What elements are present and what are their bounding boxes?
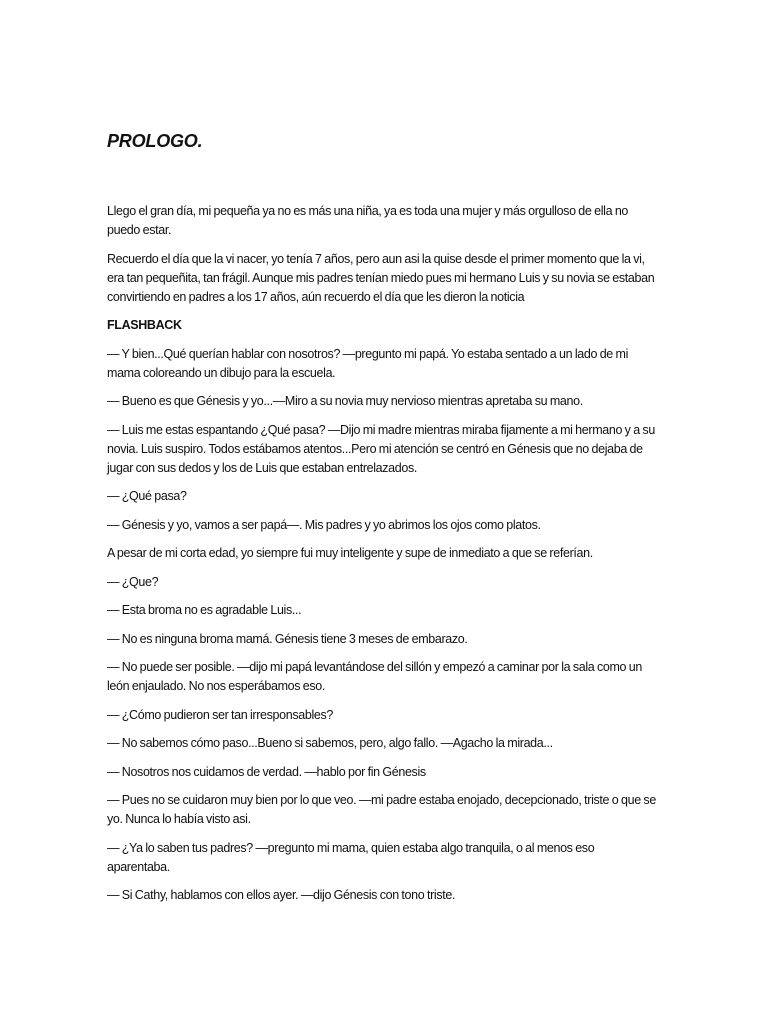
paragraph: A pesar de mi corta edad, yo siempre fui muy inteligente y supe de inmediato a que se referían. bbox=[107, 546, 593, 560]
paragraph: — Nosotros nos cuidamos de verdad. —hablo por fin Génesis bbox=[107, 764, 426, 779]
section-heading: FLASHBACK bbox=[107, 318, 182, 332]
paragraph: — Si Cathy, hablamos con ellos ayer. —dijo Génesis con tono triste. bbox=[107, 888, 456, 902]
paragraph: — ¿Qué pasa? bbox=[107, 489, 187, 503]
paragraph-list bbox=[107, 202, 659, 905]
document-body bbox=[107, 128, 659, 915]
paragraph: — No puede ser posible. —dijo mi papá levantándose del sillón y empezó a caminar por la sala como un león enjaulado. No nos esperábamos eso. bbox=[107, 660, 642, 693]
paragraph: — Pues no se cuidaron muy bien por lo que veo. —mi padre estaba enojado, decepcionado, triste o que se yo. Nunca lo había visto asi. bbox=[107, 793, 656, 826]
paragraph: — Luis me estas espantando ¿Qué pasa? —Dijo mi madre mientras miraba fijamente a mi hermano y a su novia. Luis suspiro. Todos estábamos atentos...Pero mi atención se centró en Génesis que no dejaba de jugar con sus dedos y los de Luis que estaban entrelazados. bbox=[107, 422, 655, 475]
paragraph: — Bueno es que Génesis y yo...—Miro a su novia muy nervioso mientras apretaba su mano. bbox=[107, 394, 583, 408]
paragraph: — ¿Cómo pudieron ser tan irresponsables? bbox=[107, 707, 333, 722]
paragraph: Recuerdo el día que la vi nacer, yo tenía 7 años, pero aun asi la quise desde el primer momento que la vi, era tan pequeñita, tan frágil. Aunque mis padres tenían miedo pues mi hermano Luis y su novia se estaban convirtiendo en padres a los 17 años, aún recuerdo el día que les dieron la noticia bbox=[107, 251, 655, 304]
paragraph: — ¿Que? bbox=[107, 574, 159, 589]
paragraph: — Esta broma no es agradable Luis... bbox=[107, 603, 302, 617]
paragraph: Llego el gran día, mi pequeña ya no es más una niña, ya es toda una mujer y más orgulloso de ella no puedo estar. bbox=[107, 204, 629, 237]
paragraph: — No sabemos cómo paso...Bueno si sabemos, pero, algo fallo. —Agacho la mirada... bbox=[107, 736, 553, 750]
paragraph: — Génesis y yo, vamos a ser papá—. Mis padres y yo abrimos los ojos como platos. bbox=[107, 517, 541, 532]
page-title: PROLOGO. bbox=[107, 131, 203, 151]
paragraph: — No es ninguna broma mamá. Génesis tiene 3 meses de embarazo. bbox=[107, 631, 468, 646]
paragraph: — Y bien...Qué querían hablar con nosotros? —pregunto mi papá. Yo estaba sentado a un lado de mi mama coloreando un dibujo para la escuela. bbox=[107, 346, 629, 380]
paragraph: — ¿Ya lo saben tus padres? —pregunto mi mama, quien estaba algo tranquila, o al menos eso aparentaba. bbox=[107, 840, 595, 874]
